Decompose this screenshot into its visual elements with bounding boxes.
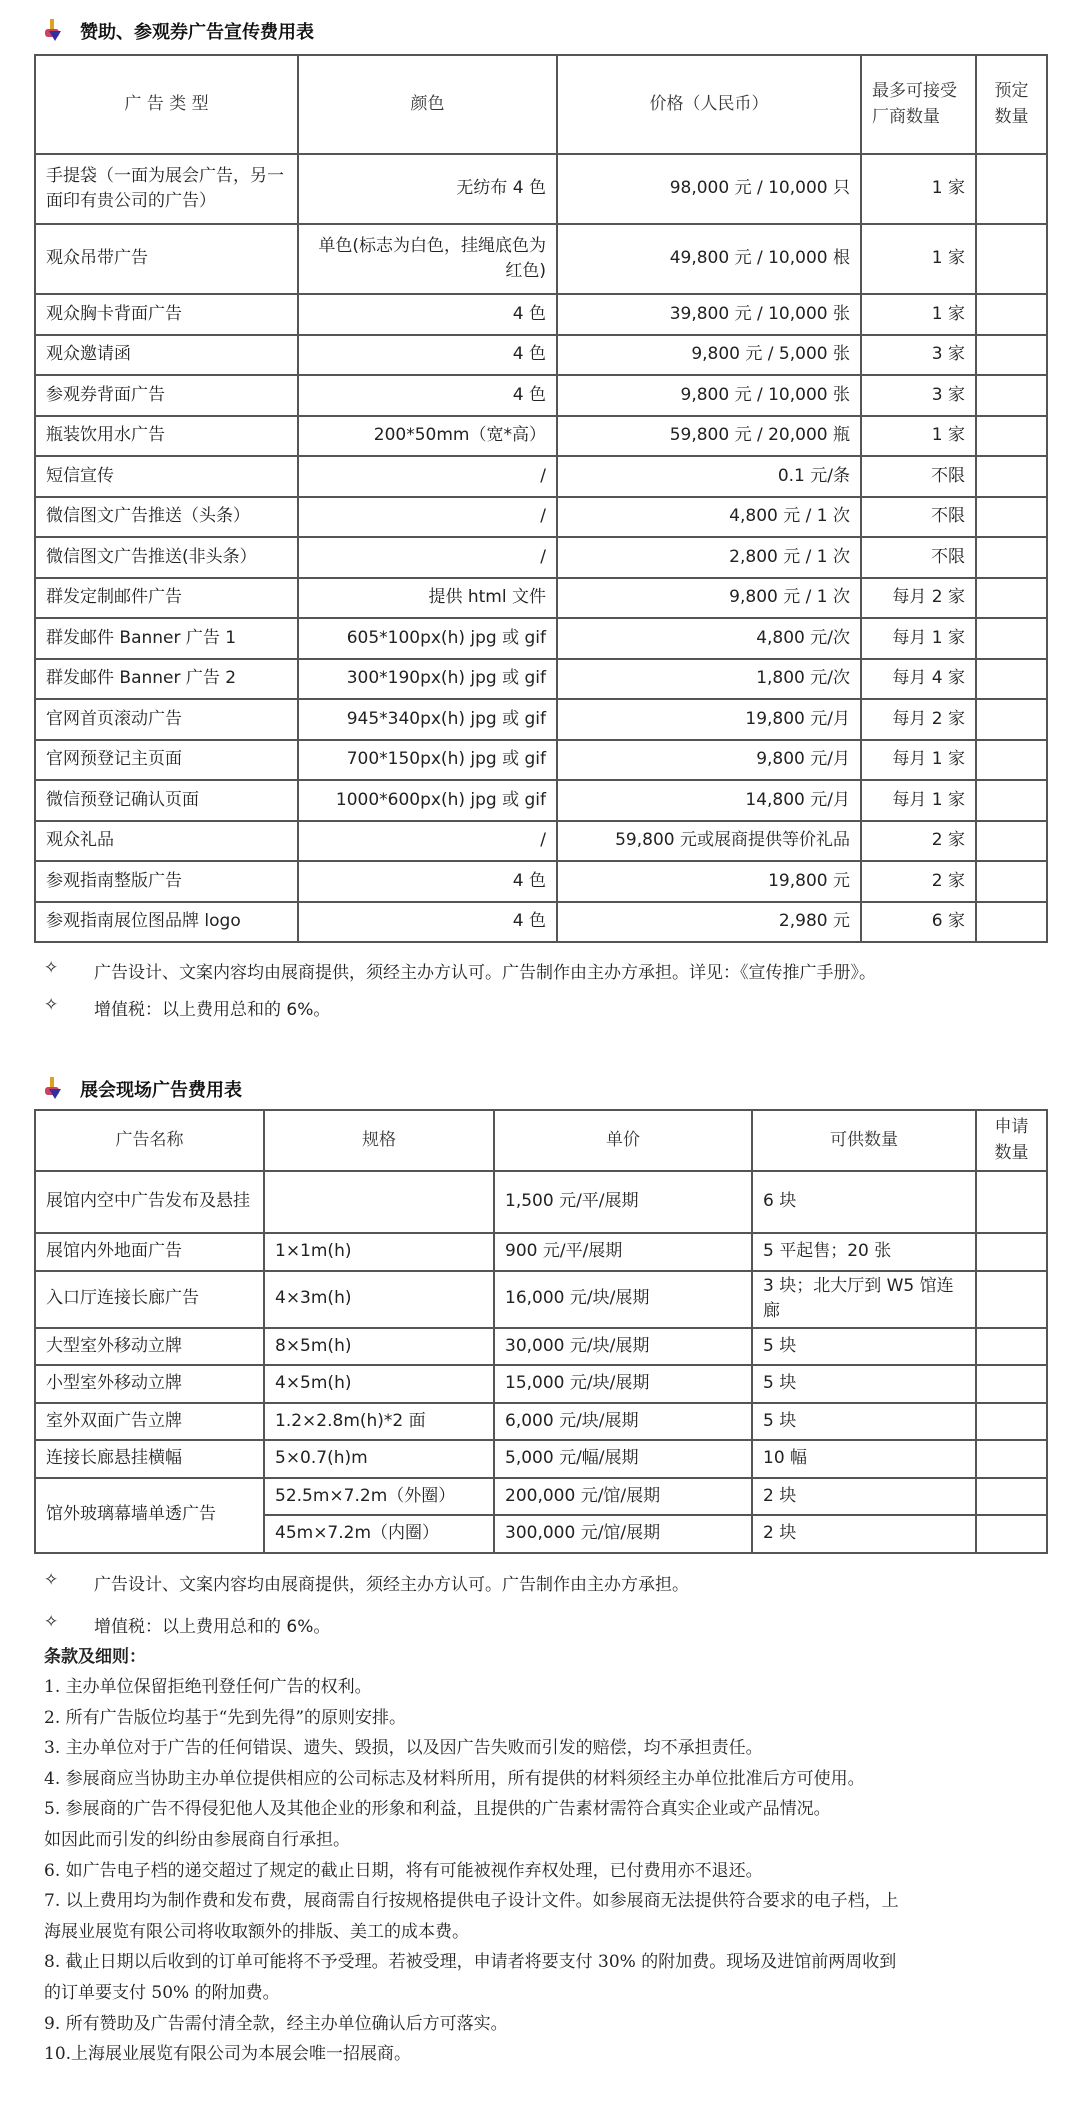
price-cell: 9,800 元 / 10,000 张	[557, 375, 861, 416]
max-vendors-cell: 2 家	[861, 821, 976, 862]
spec-cell: 8×5m(h)	[264, 1328, 494, 1366]
terms-line: 2. 所有广告版位均基于“先到先得”的原则安排。	[44, 1707, 407, 1728]
max-vendors-cell: 每月 1 家	[861, 740, 976, 781]
price-cell: 4,800 元 / 1 次	[557, 497, 861, 538]
unit-price-cell: 16,000 元/块/展期	[494, 1271, 752, 1328]
table-header-row	[35, 1110, 1047, 1171]
table-row	[35, 618, 1047, 659]
available-qty-cell: 2 块	[752, 1515, 976, 1553]
reserve-qty-cell[interactable]	[976, 416, 1047, 457]
color-cell: 1000*600px(h) jpg 或 gif	[298, 780, 557, 821]
diamond-bullet-icon: ✧	[44, 1570, 59, 1590]
ad-name-cell: 入口厅连接长廊广告	[35, 1271, 264, 1328]
color-cell: /	[298, 497, 557, 538]
table-row	[35, 1171, 1047, 1233]
reserve-qty-cell[interactable]	[976, 618, 1047, 659]
note-1: ✧ 广告设计、文案内容均由展商提供，须经主办方认可。广告制作由主办方承担。详见：《宣传推广手册》。	[44, 958, 876, 983]
apply-qty-cell[interactable]	[976, 1365, 1047, 1403]
price-cell: 2,980 元	[557, 902, 861, 943]
reserve-qty-cell[interactable]	[976, 780, 1047, 821]
max-vendors-cell: 不限	[861, 456, 976, 497]
available-qty-cell: 2 块	[752, 1478, 976, 1516]
apply-qty-cell[interactable]	[976, 1271, 1047, 1328]
terms-line: 海展业展览有限公司将收取额外的排版、美工的成本费。	[44, 1921, 469, 1942]
header-ad-type: 广 告 类 型	[35, 55, 298, 154]
price-cell: 98,000 元 / 10,000 只	[557, 154, 861, 224]
max-vendors-cell: 不限	[861, 537, 976, 578]
table-header-row	[35, 55, 1047, 154]
reserve-qty-cell[interactable]	[976, 578, 1047, 619]
table-row	[35, 861, 1047, 902]
header-ad-name: 广告名称	[35, 1110, 264, 1171]
section2-title: 展会现场广告费用表	[44, 1076, 242, 1102]
color-cell: 单色(标志为白色，挂绳底色为红色)	[298, 224, 557, 294]
price-cell: 9,800 元 / 1 次	[557, 578, 861, 619]
reserve-qty-cell[interactable]	[976, 294, 1047, 335]
header-unit-price: 单价	[494, 1110, 752, 1171]
note-3: ✧ 广告设计、文案内容均由展商提供，须经主办方认可。广告制作由主办方承担。	[44, 1570, 689, 1595]
ad-type-cell: 群发邮件 Banner 广告 1	[35, 618, 298, 659]
spec-cell: 4×5m(h)	[264, 1365, 494, 1403]
apply-qty-cell[interactable]	[976, 1478, 1047, 1516]
header-max-vendors: 最多可接受厂商数量	[861, 55, 976, 154]
note-2: ✧ 增值税：以上费用总和的 6%。	[44, 995, 331, 1020]
terms-line: 如因此而引发的纠纷由参展商自行承担。	[44, 1829, 350, 1850]
reserve-qty-cell[interactable]	[976, 224, 1047, 294]
table-row	[35, 1478, 1047, 1516]
terms-line: 1. 主办单位保留拒绝刊登任何广告的权利。	[44, 1677, 372, 1697]
max-vendors-cell: 3 家	[861, 375, 976, 416]
table-row	[35, 416, 1047, 457]
reserve-qty-cell[interactable]	[976, 821, 1047, 862]
available-qty-cell: 3 块；北大厅到 W5 馆连廊	[752, 1271, 976, 1328]
unit-price-cell: 15,000 元/块/展期	[494, 1365, 752, 1403]
reserve-qty-cell[interactable]	[976, 537, 1047, 578]
apply-qty-cell[interactable]	[976, 1171, 1047, 1233]
unit-price-cell: 30,000 元/块/展期	[494, 1328, 752, 1366]
ad-name-cell: 大型室外移动立牌	[35, 1328, 264, 1366]
ad-type-cell: 参观指南整版广告	[35, 861, 298, 902]
color-cell: 4 色	[298, 375, 557, 416]
section1-title: 赞助、参观券广告宣传费用表	[44, 18, 314, 44]
terms-line: 9. 所有赞助及广告需付清全款，经主办单位确认后方可落实。	[44, 2013, 508, 2034]
table-row	[35, 1328, 1047, 1366]
max-vendors-cell: 1 家	[861, 294, 976, 335]
ad-type-cell: 参观指南展位图品牌 logo	[35, 902, 298, 943]
header-available-qty: 可供数量	[752, 1110, 976, 1171]
color-cell: /	[298, 821, 557, 862]
terms-section	[44, 1642, 1044, 2070]
terms-line: 6. 如广告电子档的递交超过了规定的截止日期，将有可能被视作弃权处理，已付费用亦不退还。	[44, 1860, 763, 1881]
available-qty-cell: 5 块	[752, 1328, 976, 1366]
reserve-qty-cell[interactable]	[976, 861, 1047, 902]
apply-qty-cell[interactable]	[976, 1233, 1047, 1271]
header-apply-qty: 申请数量	[976, 1110, 1047, 1171]
reserve-qty-cell[interactable]	[976, 497, 1047, 538]
max-vendors-cell: 每月 4 家	[861, 659, 976, 700]
ad-name-cell: 连接长廊悬挂横幅	[35, 1440, 264, 1478]
max-vendors-cell: 每月 2 家	[861, 578, 976, 619]
spec-cell: 1×1m(h)	[264, 1233, 494, 1271]
color-cell: 4 色	[298, 861, 557, 902]
ad-type-cell: 参观券背面广告	[35, 375, 298, 416]
max-vendors-cell: 每月 2 家	[861, 699, 976, 740]
table-row	[35, 1440, 1047, 1478]
ad-name-cell: 小型室外移动立牌	[35, 1365, 264, 1403]
table-row	[35, 1403, 1047, 1441]
price-cell: 19,800 元	[557, 861, 861, 902]
table-row	[35, 294, 1047, 335]
unit-price-cell: 5,000 元/幅/展期	[494, 1440, 752, 1478]
color-cell: /	[298, 456, 557, 497]
onsite-ad-fee-table	[34, 1109, 1048, 1554]
color-cell: 945*340px(h) jpg 或 gif	[298, 699, 557, 740]
terms-line: 的订单要支付 50% 的附加费。	[44, 1982, 280, 2003]
ad-name-cell: 展馆内外地面广告	[35, 1233, 264, 1271]
reserve-qty-cell[interactable]	[976, 659, 1047, 700]
ad-type-cell: 官网预登记主页面	[35, 740, 298, 781]
ad-type-cell: 观众礼品	[35, 821, 298, 862]
reserve-qty-cell[interactable]	[976, 740, 1047, 781]
table-row	[35, 1233, 1047, 1271]
ad-type-cell: 观众吊带广告	[35, 224, 298, 294]
color-cell: 4 色	[298, 902, 557, 943]
available-qty-cell: 5 块	[752, 1403, 976, 1441]
spec-cell: 52.5m×7.2m（外圈）	[264, 1478, 494, 1516]
pushpin-icon	[44, 1077, 66, 1101]
terms-line: 7. 以上费用均为制作费和发布费，展商需自行按规格提供电子设计文件。如参展商无法提供符合要求的电子档，上	[44, 1891, 899, 1912]
ad-type-cell: 微信图文广告推送（头条）	[35, 497, 298, 538]
max-vendors-cell: 1 家	[861, 416, 976, 457]
max-vendors-cell: 3 家	[861, 335, 976, 376]
table-row	[35, 154, 1047, 224]
table-row	[35, 1271, 1047, 1328]
price-cell: 49,800 元 / 10,000 根	[557, 224, 861, 294]
ad-name-cell: 馆外玻璃幕墙单透广告	[35, 1478, 264, 1553]
apply-qty-cell[interactable]	[976, 1440, 1047, 1478]
price-cell: 59,800 元或展商提供等价礼品	[557, 821, 861, 862]
max-vendors-cell: 每月 1 家	[861, 780, 976, 821]
color-cell: 700*150px(h) jpg 或 gif	[298, 740, 557, 781]
table-row	[35, 537, 1047, 578]
max-vendors-cell: 2 家	[861, 861, 976, 902]
spec-cell: 1.2×2.8m(h)*2 面	[264, 1403, 494, 1441]
spec-cell: 4×3m(h)	[264, 1271, 494, 1328]
diamond-bullet-icon: ✧	[44, 958, 59, 978]
table-row	[35, 578, 1047, 619]
reserve-qty-cell[interactable]	[976, 154, 1047, 224]
table-row	[35, 659, 1047, 700]
ad-type-cell: 短信宣传	[35, 456, 298, 497]
header-reserve-qty: 预定数量	[976, 55, 1047, 154]
table-row	[35, 699, 1047, 740]
color-cell: 提供 html 文件	[298, 578, 557, 619]
ad-type-cell: 微信图文广告推送(非头条）	[35, 537, 298, 578]
available-qty-cell: 6 块	[752, 1171, 976, 1233]
unit-price-cell: 1,500 元/平/展期	[494, 1171, 752, 1233]
price-cell: 2,800 元 / 1 次	[557, 537, 861, 578]
ad-type-cell: 瓶装饮用水广告	[35, 416, 298, 457]
price-cell: 4,800 元/次	[557, 618, 861, 659]
price-cell: 59,800 元 / 20,000 瓶	[557, 416, 861, 457]
terms-line: 10.上海展业展览有限公司为本展会唯一招展商。	[44, 2044, 412, 2065]
terms-line: 3. 主办单位对于广告的任何错误、遗失、毁损，以及因广告失败而引发的赔偿，均不承担责任。	[44, 1738, 763, 1759]
ad-type-cell: 手提袋（一面为展会广告，另一面印有贵公司的广告）	[35, 154, 298, 224]
color-cell: /	[298, 537, 557, 578]
header-price: 价格（人民币）	[557, 55, 861, 154]
ad-type-cell: 群发定制邮件广告	[35, 578, 298, 619]
unit-price-cell: 200,000 元/馆/展期	[494, 1478, 752, 1516]
table-row	[35, 821, 1047, 862]
unit-price-cell: 900 元/平/展期	[494, 1233, 752, 1271]
unit-price-cell: 300,000 元/馆/展期	[494, 1515, 752, 1553]
reserve-qty-cell[interactable]	[976, 335, 1047, 376]
terms-line: 5. 参展商的广告不得侵犯他人及其他企业的形象和利益，且提供的广告素材需符合真实企业或产品情况。	[44, 1799, 831, 1820]
ad-type-cell: 群发邮件 Banner 广告 2	[35, 659, 298, 700]
available-qty-cell: 5 平起售；20 张	[752, 1233, 976, 1271]
apply-qty-cell[interactable]	[976, 1328, 1047, 1366]
price-cell: 39,800 元 / 10,000 张	[557, 294, 861, 335]
terms-line: 8. 截止日期以后收到的订单可能将不予受理。若被受理，申请者将要支付 30% 的附加费。现场及进馆前两周收到	[44, 1952, 897, 1973]
ad-name-cell: 室外双面广告立牌	[35, 1403, 264, 1441]
available-qty-cell: 5 块	[752, 1365, 976, 1403]
diamond-bullet-icon: ✧	[44, 995, 59, 1015]
table-row	[35, 1365, 1047, 1403]
unit-price-cell: 6,000 元/块/展期	[494, 1403, 752, 1441]
max-vendors-cell: 每月 1 家	[861, 618, 976, 659]
table-row	[35, 456, 1047, 497]
table-row	[35, 740, 1047, 781]
ad-type-cell: 微信预登记确认页面	[35, 780, 298, 821]
reserve-qty-cell[interactable]	[976, 456, 1047, 497]
spec-cell: 45m×7.2m（内圈）	[264, 1515, 494, 1553]
ad-type-cell: 观众胸卡背面广告	[35, 294, 298, 335]
table-row	[35, 902, 1047, 943]
table-row	[35, 780, 1047, 821]
price-cell: 0.1 元/条	[557, 456, 861, 497]
pushpin-icon	[44, 19, 66, 43]
color-cell: 4 色	[298, 294, 557, 335]
ad-name-cell: 展馆内空中广告发布及悬挂	[35, 1171, 264, 1233]
price-cell: 9,800 元 / 5,000 张	[557, 335, 861, 376]
ad-type-cell: 观众邀请函	[35, 335, 298, 376]
max-vendors-cell: 不限	[861, 497, 976, 538]
spec-cell	[264, 1171, 494, 1233]
color-cell: 605*100px(h) jpg 或 gif	[298, 618, 557, 659]
color-cell: 无纺布 4 色	[298, 154, 557, 224]
apply-qty-cell[interactable]	[976, 1403, 1047, 1441]
apply-qty-cell[interactable]	[976, 1515, 1047, 1553]
reserve-qty-cell[interactable]	[976, 902, 1047, 943]
max-vendors-cell: 1 家	[861, 154, 976, 224]
sponsorship-fee-table	[34, 54, 1048, 943]
color-cell: 300*190px(h) jpg 或 gif	[298, 659, 557, 700]
header-spec: 规格	[264, 1110, 494, 1171]
note-4: ✧ 增值税：以上费用总和的 6%。	[44, 1612, 331, 1637]
table-row	[35, 375, 1047, 416]
color-cell: 200*50mm（宽*高）	[298, 416, 557, 457]
terms-title: 条款及细则：	[44, 1647, 146, 1667]
color-cell: 4 色	[298, 335, 557, 376]
reserve-qty-cell[interactable]	[976, 699, 1047, 740]
max-vendors-cell: 1 家	[861, 224, 976, 294]
spec-cell: 5×0.7(h)m	[264, 1440, 494, 1478]
terms-line: 4. 参展商应当协助主办单位提供相应的公司标志及材料所用，所有提供的材料须经主办单位批准后方可使用。	[44, 1768, 865, 1789]
max-vendors-cell: 6 家	[861, 902, 976, 943]
table-row	[35, 224, 1047, 294]
price-cell: 14,800 元/月	[557, 780, 861, 821]
available-qty-cell: 10 幅	[752, 1440, 976, 1478]
diamond-bullet-icon: ✧	[44, 1612, 59, 1632]
header-color: 颜色	[298, 55, 557, 154]
table-row	[35, 335, 1047, 376]
price-cell: 19,800 元/月	[557, 699, 861, 740]
table-row	[35, 497, 1047, 538]
price-cell: 1,800 元/次	[557, 659, 861, 700]
price-cell: 9,800 元/月	[557, 740, 861, 781]
ad-type-cell: 官网首页滚动广告	[35, 699, 298, 740]
reserve-qty-cell[interactable]	[976, 375, 1047, 416]
